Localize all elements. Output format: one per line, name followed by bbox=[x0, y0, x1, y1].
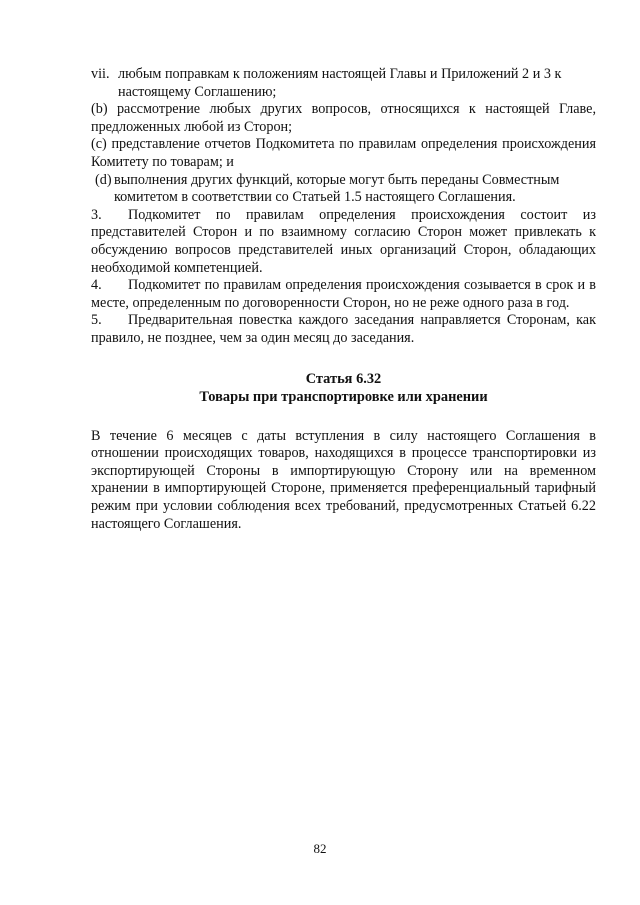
list-item-c: (c) представление отчетов Подкомитета по правилам определения происхождения Комитету по товарам; и bbox=[91, 136, 596, 170]
list-item-text: выполнения других функций, которые могут быть переданы Совместным комитетом в соответствии со Статьей 1.5 настоящего Соглашения. bbox=[114, 171, 560, 206]
list-marker: vii. bbox=[91, 66, 110, 82]
paragraph-text: Подкомитет по правилам определения происхождения состоит из представителей Сторон и по взаимному согласию Сторон может привлекать к обсуждению вопросов представителей иных организаций Сторон, обладающих необходимой компетенцией. bbox=[91, 206, 596, 276]
paragraph-number: 4. bbox=[91, 277, 102, 294]
numbered-paragraph-4 bbox=[91, 277, 596, 312]
numbered-paragraph-3 bbox=[91, 207, 596, 277]
paragraph-number: 3. bbox=[91, 206, 102, 223]
article-heading bbox=[91, 370, 596, 407]
numbered-paragraph-5 bbox=[91, 312, 596, 347]
list-item-d bbox=[91, 172, 596, 207]
document-page bbox=[91, 66, 596, 533]
paragraph-text: Предварительная повестка каждого заседания направляется Сторонам, как правило, не позднее, чем за один месяц до заседания. bbox=[91, 312, 596, 346]
list-item-vii bbox=[91, 66, 596, 101]
article-title: Товары при транспортировке или хранении bbox=[199, 389, 488, 406]
paragraph-text: Подкомитет по правилам определения происхождения созывается в срок и в месте, определенным по договоренности Сторон, но не реже одного раза в год. bbox=[91, 277, 596, 311]
page-number: 82 bbox=[313, 841, 327, 856]
paragraph-number: 5. bbox=[91, 312, 102, 329]
list-item-text: любым поправкам к положениям настоящей Главы и Приложений 2 и 3 к настоящему Соглашению; bbox=[118, 66, 562, 100]
article-body: В течение 6 месяцев с даты вступления в силу настоящего Соглашения в отношении происходящих товаров, находящихся в процессе транспортировки из экспортирующей Стороны в импортирующую Сторону или на временном хранении в импортирующей Стороне, применяется преференциальный тарифный режим при условии соблюдения всех требований, предусмотренных Статьей 6.22 настоящего Соглашения. bbox=[91, 427, 596, 532]
list-marker: (d) bbox=[95, 171, 112, 188]
article-number: Статья 6.32 bbox=[305, 370, 382, 387]
list-item-b: (b) рассмотрение любых других вопросов, относящихся к настоящей Главе, предложенных любой из Сторон; bbox=[91, 101, 596, 135]
